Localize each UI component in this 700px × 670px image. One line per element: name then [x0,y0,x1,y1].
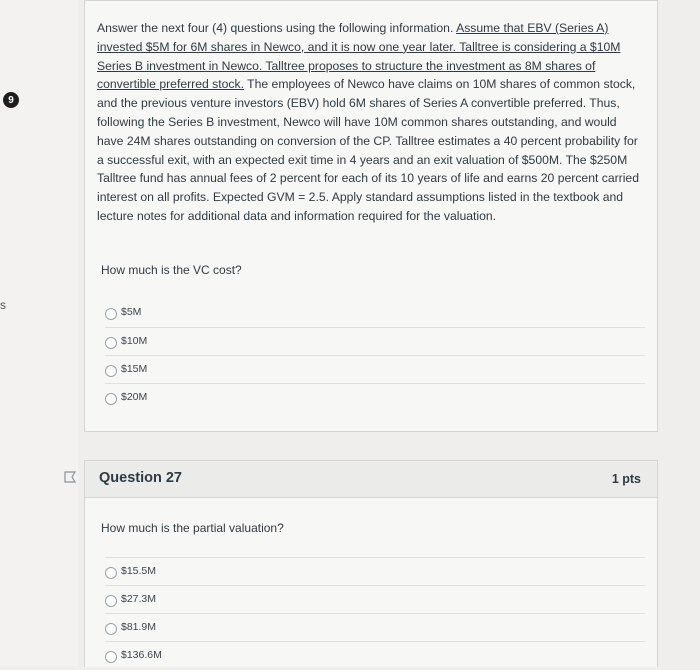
answer-label: $5M [121,306,142,318]
question-prompt: How much is the VC cost? [101,263,242,277]
answer-label: $20M [121,391,148,403]
radio-button[interactable] [105,337,117,349]
answer-label: $136.6M [121,649,162,661]
answer-option[interactable] [105,613,645,642]
radio-button[interactable] [105,595,117,607]
flag-question-icon[interactable] [62,470,78,486]
answer-option[interactable] [105,557,645,586]
radio-button[interactable] [105,308,117,320]
left-edge-text: s [0,298,6,312]
answer-option[interactable] [105,355,645,384]
answer-option[interactable] [105,299,645,327]
passage-underlined: Assume that EBV (Series A) invested $5M for 6M shares in Newco, and it is now one year later. Talltree is considering a $10M Series B investment in Newco. Talltree proposes to structure the investment as 8M shares of convertible preferred stock. [97,21,621,92]
radio-button[interactable] [105,567,117,579]
question-header [85,461,657,498]
radio-button[interactable] [105,623,117,635]
answer-option[interactable] [105,383,645,412]
answer-label: $15M [121,363,148,375]
answer-option[interactable] [105,327,645,356]
passage-intro: Answer the next four (4) questions using the following information. [97,21,454,35]
question-number-badge: 9 [3,92,19,108]
radio-button[interactable] [105,393,117,405]
question-card-27 [84,460,658,667]
question-title: Question 27 [99,470,182,486]
question-prompt: How much is the partial valuation? [101,521,284,535]
answer-label: $81.9M [121,621,157,633]
passage-body: The employees of Newco have claims on 10M shares of common stock, and the previous venture investors (EBV) hold 6M shares of Series A convertible preferred. Thus, following the Series B investment, Newco will have 10M common shares outstanding, and would have 24M shares outstanding on conversion of the CP. Talltree estimates a 40 percent probability for a successful exit, with an expected exit time in 4 years and an exit valuation of $500M. The $250M Talltree fund has annual fees of 2 percent for each of its 10 years of life and earns 20 percent carried interest on all profits. Expected GVM = 2.5. Apply standard assumptions listed in the textbook and lecture notes for additional data and information required for the valuation. [97,77,639,223]
question-passage [97,19,643,226]
question-card-26 [84,0,658,432]
answer-label: $15.5M [121,565,157,577]
radio-button[interactable] [105,365,117,377]
answer-label: $10M [121,335,148,347]
radio-button[interactable] [105,651,117,663]
answer-label: $27.3M [121,593,157,605]
question-points: 1 pts [611,472,641,486]
answer-option[interactable] [105,585,645,614]
